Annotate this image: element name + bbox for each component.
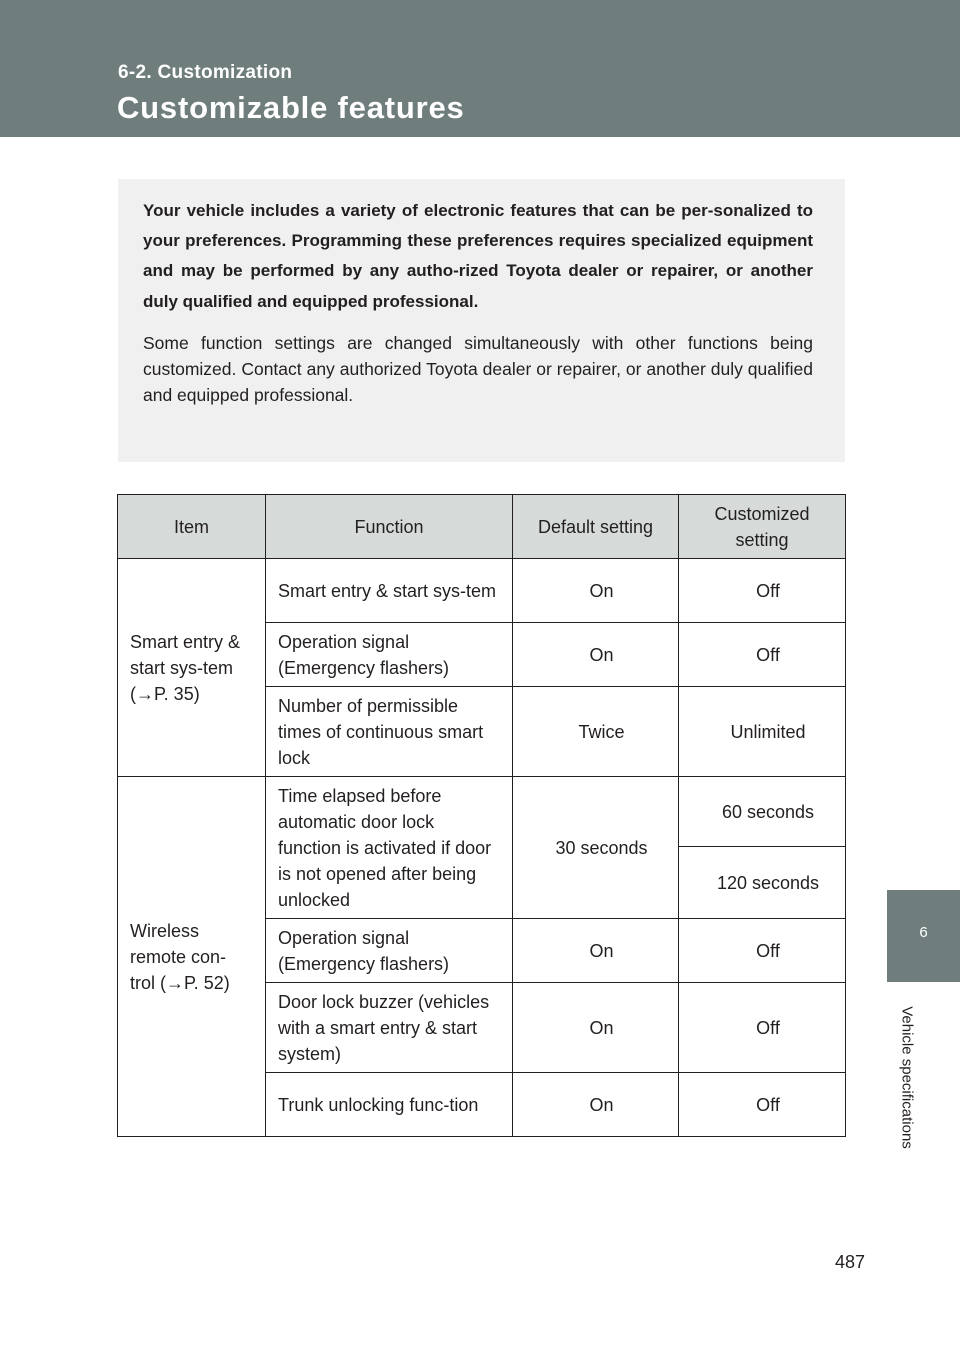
- customized-cell: Off: [679, 1073, 846, 1137]
- function-text: Operation signal (Emergency flashers): [278, 927, 450, 974]
- function-cell: [266, 919, 513, 983]
- chapter-number: 6: [919, 924, 928, 941]
- page-header: [0, 0, 960, 137]
- function-cell: [266, 777, 513, 919]
- default-cell: On: [513, 559, 679, 623]
- default-cell: Twice: [513, 687, 679, 777]
- item-smart-entry-text: Smart entry & start sys-tem (→P. 35): [130, 631, 241, 704]
- customized-cell: 60 seconds: [679, 777, 846, 847]
- header-customized-setting-text: Customized setting: [714, 503, 810, 550]
- default-cell: On: [513, 919, 679, 983]
- default-cell: On: [513, 623, 679, 687]
- item-smart-entry: [118, 559, 266, 777]
- header-customized-setting: [679, 495, 846, 559]
- function-cell: [266, 687, 513, 777]
- table-header-row: [118, 495, 846, 559]
- function-cell: [266, 1073, 513, 1137]
- section-label: 6-2. Customization: [118, 62, 293, 83]
- function-text: Smart entry & start sys-tem: [278, 580, 497, 601]
- intro-bold-paragraph: Your vehicle includes a variety of electronic features that can be per-sonalized to your preferences. Programming these preferences requires specialized equipment and may be performed by any autho-rized Toyota dealer or repairer, or another duly qualified and equipped professional.: [143, 201, 813, 311]
- function-text: Time elapsed before automatic door lock function is activated if door is not opened after being unlocked: [278, 785, 492, 910]
- page-title: Customizable features: [117, 90, 465, 125]
- default-cell: 30 seconds: [513, 777, 679, 919]
- page-number: 487: [835, 1252, 866, 1272]
- function-text: Trunk unlocking func-tion: [278, 1094, 479, 1115]
- default-cell: On: [513, 983, 679, 1073]
- customized-cell: Unlimited: [679, 687, 846, 777]
- function-cell: [266, 983, 513, 1073]
- customized-cell: Off: [679, 919, 846, 983]
- default-cell: On: [513, 1073, 679, 1137]
- function-cell: [266, 623, 513, 687]
- chapter-title: Vehicle specifications: [898, 1006, 916, 1149]
- function-text: Operation signal (Emergency flashers): [278, 631, 450, 678]
- header-function: Function: [266, 495, 513, 559]
- customization-table: [117, 494, 846, 1137]
- intro-note-paragraph: Some function settings are changed simultaneously with other functions being customized. Contact any authorized Toyota dealer or repairer, or another duly qualified and equipped professional.: [143, 332, 813, 405]
- header-default-setting: Default setting: [513, 495, 679, 559]
- header-item: Item: [118, 495, 266, 559]
- customized-cell: Off: [679, 559, 846, 623]
- customized-cell: 120 seconds: [679, 847, 846, 919]
- intro-box: [118, 179, 845, 462]
- item-wireless-remote: [118, 777, 266, 1137]
- chapter-title-vertical: [892, 985, 920, 1180]
- table-row: [118, 559, 846, 623]
- customized-cell: Off: [679, 623, 846, 687]
- table-row: [118, 777, 846, 847]
- chapter-tab: [887, 890, 960, 982]
- item-wireless-remote-text: Wireless remote con-trol (→P. 52): [130, 920, 230, 993]
- function-cell: [266, 559, 513, 623]
- function-text: Number of permissible times of continuous smart lock: [278, 695, 484, 768]
- function-text: Door lock buzzer (vehicles with a smart entry & start system): [278, 991, 490, 1064]
- customized-cell: Off: [679, 983, 846, 1073]
